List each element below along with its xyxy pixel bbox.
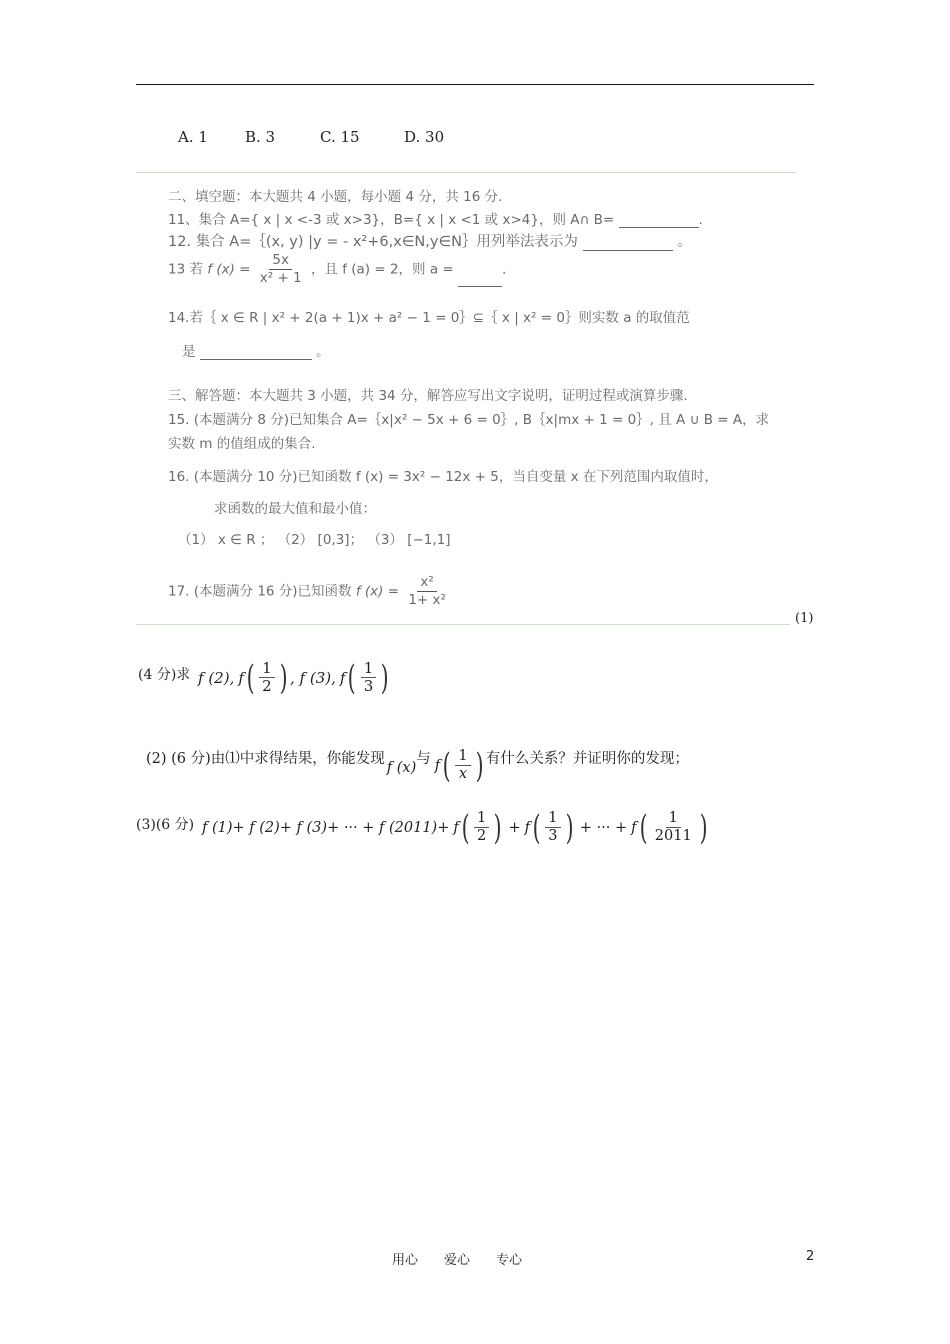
part-1-third-paren: ( $\frac{1}{3}$ ) — [348, 657, 389, 698]
part-3-sum: f (1)+ f (2)+ f (3)+ ··· + f (2011)+ — [202, 819, 450, 836]
part-2-suffix: 有什么关系？并证明你的发现； — [485, 751, 689, 767]
fill-section-header: 二、填空题：本大题共 4 小题，每小题 4 分，共 16 分. — [168, 189, 503, 205]
part-1-half-den: 2 — [262, 677, 272, 695]
part-3-paren-b: ( $\frac{1}{3}$ ) — [532, 807, 574, 848]
part-2-yu: 与 — [416, 751, 431, 767]
option-d: D. 30 — [404, 128, 445, 146]
question-13-numerator: 5x — [269, 252, 292, 270]
question-15-line1: 15. (本题满分 8 分)已知集合 A=｛x|x² − 5x + 6 = 0｝, B｛x|mx + 1 = 0｝, 且 A ∪ B = A，求 — [168, 412, 770, 428]
part-3-a-num: 1 — [474, 810, 489, 828]
question-17-denominator: 1+ x² — [408, 592, 446, 608]
question-11: 11、集合 A={ x | x <-3 或 x>3}，B={ x | x <1 或 x>4}，则 A∩ B= . — [168, 212, 703, 228]
question-16-line1: 16. (本题满分 10 分)已知函数 f (x) = 3x² − 12x + 5，当自变量 x 在下列范围内取值时， — [168, 469, 718, 485]
part-1-half-paren: ( $\frac{1}{2}$ ) — [246, 657, 288, 698]
part-3-b-num: 1 — [545, 810, 560, 828]
solve-section-header: 三、解答题：本大题共 3 小题，共 34 分，解答应写出文字说明，证明过程或演算步骤. — [168, 388, 688, 404]
question-15-line2: 实数 m 的值组成的集合. — [168, 436, 316, 452]
question-11-text: 11、集合 A={ x | x <-3 或 x>3}，B={ x | x <1 或 x>4}，则 A∩ B= — [168, 212, 615, 228]
question-12-text: 12. 集合 A=｛(x, y) |y = - x²+6,x∈N,y∈N｝用列举法表示为 — [168, 234, 578, 250]
part-1-expression — [198, 657, 392, 698]
part-3-plus: + — [508, 819, 521, 836]
part-3-expression — [202, 807, 710, 848]
part-1-f2: f (2), — [198, 668, 235, 687]
part-3-frac-a — [474, 810, 489, 845]
option-a: A. 1 — [178, 128, 208, 146]
question-12: 12. 集合 A=｛(x, y) |y = - x²+6,x∈N,y∈N｝用列举法表示为 。 — [168, 234, 692, 250]
part-3-label: (3)(6 分) — [136, 817, 195, 833]
scan-bottom-border — [136, 624, 790, 625]
question-17-fraction — [405, 574, 449, 609]
page-number: 2 — [806, 1249, 815, 1264]
part-2-den: x — [458, 766, 468, 782]
part-2-paren: ( $\frac{1}{x}$ ) — [442, 745, 484, 786]
question-14-cont: 是 。 — [182, 344, 330, 360]
part-1-f-third: f — [339, 668, 346, 687]
part-3-f-a: f — [453, 819, 459, 836]
question-17 — [168, 574, 451, 609]
answer-blank-14 — [200, 359, 312, 360]
option-c: C. 15 — [320, 128, 360, 146]
question-13-fraction — [257, 252, 305, 287]
part-3-a-den: 2 — [477, 828, 487, 844]
question-13-prefix: 13 若 — [168, 261, 203, 278]
answer-blank-11 — [619, 227, 699, 228]
part-1-label: (4 分)求 — [138, 667, 191, 683]
question-13-lhs: f (x) = — [207, 261, 251, 278]
part-3-paren-a: ( $\frac{1}{2}$ ) — [461, 807, 502, 848]
answer-blank-13 — [458, 286, 502, 287]
part-3-f-c: f — [631, 819, 637, 836]
footer-motto: 用心 爱心 专心 — [392, 1253, 523, 1268]
part-1-third-num: 1 — [361, 660, 377, 678]
part-3-b-den: 3 — [548, 828, 558, 844]
part-1-third-den: 3 — [363, 677, 374, 695]
part-1-half — [259, 660, 275, 695]
part-1-third — [361, 660, 377, 695]
question-17-prefix: 17. (本题满分 16 分)已知函数 — [168, 583, 352, 600]
part-1-f-half: f — [238, 668, 244, 687]
scan-top-border — [136, 172, 796, 173]
question-14: 14.若｛ x ∈ R | x² + 2(a + 1)x + a² − 1 = 0｝⊆｛ x | x² = 0｝则实数 a 的取值范 — [168, 310, 690, 326]
question-17-lhs: f (x) = — [355, 583, 400, 600]
part-2-label: (2) (6 分)由⑴中求得结果，你能发现 — [146, 751, 385, 767]
question-17-numerator: x² — [417, 574, 436, 592]
part-1-tag: (1) — [795, 611, 814, 626]
question-13: 13 若 f (x) = $\frac{5x}{\text{x² + 1}}$ ，且 f (a) = 2，则 a = . — [168, 252, 507, 286]
question-16-line2: 求函数的最大值和最小值： — [214, 501, 376, 517]
part-2-fx: f (x) — [386, 759, 417, 776]
part-1-half-num: 1 — [259, 660, 275, 678]
question-14-cont-text: 是 — [182, 344, 196, 360]
part-3-f-b: f — [524, 819, 531, 836]
answer-blank-12 — [583, 250, 673, 251]
part-3-paren-c: ( $\frac{1}{2011}$ ) — [639, 807, 708, 848]
part-1-f3: , f (3), — [289, 668, 336, 687]
question-13-suffix: ，且 f (a) = 2，则 a = — [310, 261, 454, 278]
part-2-num: 1 — [455, 748, 470, 766]
question-13-denominator: x² + 1 — [259, 270, 302, 286]
part-2 — [146, 740, 689, 786]
header-rule — [136, 84, 814, 85]
part-3-c-num: 1 — [666, 810, 681, 828]
part-2-f: f — [434, 757, 441, 774]
part-3-dots: + ··· + — [579, 819, 628, 836]
part-2-fraction — [455, 748, 470, 783]
option-b: B. 3 — [245, 128, 276, 146]
question-16-ranges: （1） x ∈ R ； （2） [0,3]； （3） [−1,1] — [178, 532, 451, 548]
part-3-c-den: 2011 — [654, 828, 692, 844]
part-3-frac-c — [652, 810, 695, 845]
part-3-frac-b — [545, 810, 560, 845]
